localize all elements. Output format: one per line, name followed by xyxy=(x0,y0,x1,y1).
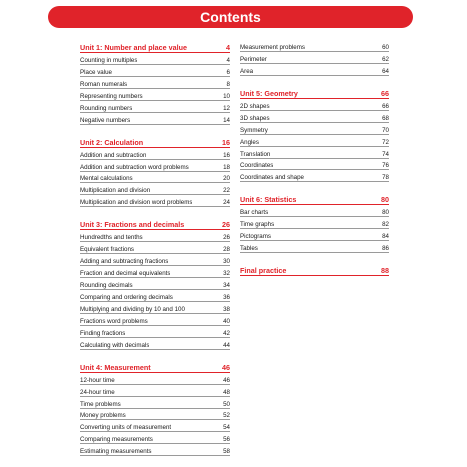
item-label: Hundredths and tenths xyxy=(80,234,143,242)
list-item[interactable] xyxy=(80,432,230,444)
item-page: 50 xyxy=(223,400,230,408)
item-label: Comparing and ordering decimals xyxy=(80,293,173,301)
item-page: 36 xyxy=(223,293,230,301)
list-item[interactable] xyxy=(80,266,230,278)
item-page: 34 xyxy=(223,282,230,289)
list-item[interactable] xyxy=(240,205,389,217)
list-item[interactable] xyxy=(240,170,389,182)
unit-title: Unit 3: Fractions and decimals xyxy=(80,220,185,230)
item-label: Calculating with decimals xyxy=(80,341,150,349)
item-page: 44 xyxy=(223,341,230,349)
unit-heading[interactable] xyxy=(80,217,230,230)
item-page: 12 xyxy=(223,104,230,112)
item-label: Multiplication and division word problems xyxy=(80,199,193,207)
unit-page: 66 xyxy=(381,88,389,98)
item-label: Measurement problems xyxy=(240,43,305,51)
item-page: 56 xyxy=(223,436,230,444)
list-item[interactable] xyxy=(240,64,389,76)
list-item[interactable] xyxy=(80,314,230,326)
unit-2 xyxy=(80,135,230,208)
unit-6 xyxy=(240,192,389,253)
item-label: Multiplying and dividing by 10 and 100 xyxy=(80,305,185,313)
item-label: Fraction and decimal equivalents xyxy=(80,270,171,278)
item-label: Fractions word problems xyxy=(80,317,148,325)
item-label: Estimating measurements xyxy=(80,448,152,456)
unit-4-continued xyxy=(240,40,389,76)
unit-4 xyxy=(80,360,230,457)
item-page: 60 xyxy=(382,43,389,51)
left-column xyxy=(80,40,230,466)
list-item[interactable] xyxy=(240,135,389,147)
item-page: 8 xyxy=(226,80,230,88)
item-page: 16 xyxy=(223,151,230,159)
unit-title: Final practice xyxy=(240,266,287,276)
list-item[interactable] xyxy=(240,217,389,229)
item-label: 3D shapes xyxy=(240,114,270,122)
item-label: Mental calculations xyxy=(80,175,133,183)
list-item[interactable] xyxy=(240,159,389,171)
item-label: Place value xyxy=(80,68,112,76)
item-page: 70 xyxy=(382,126,389,134)
item-page: 68 xyxy=(382,114,389,122)
item-page: 82 xyxy=(382,221,389,229)
unit-page: 46 xyxy=(222,362,230,372)
list-item[interactable] xyxy=(80,302,230,314)
item-page: 76 xyxy=(382,162,389,170)
item-page: 78 xyxy=(382,174,389,182)
item-label: Translation xyxy=(240,150,271,158)
unit-heading[interactable] xyxy=(240,192,389,205)
unit-title: Unit 1: Number and place value xyxy=(80,43,188,52)
unit-page: 26 xyxy=(222,220,230,230)
unit-page: 88 xyxy=(381,266,389,276)
item-page: 54 xyxy=(223,424,230,432)
list-item[interactable] xyxy=(80,195,230,207)
item-label: Rounding numbers xyxy=(80,104,133,112)
list-item[interactable] xyxy=(240,229,389,241)
item-label: Pictograms xyxy=(240,233,271,241)
list-item[interactable] xyxy=(80,53,230,65)
item-page: 42 xyxy=(223,329,230,337)
item-label: Time problems xyxy=(80,400,121,408)
item-label: Bar charts xyxy=(240,209,269,217)
item-page: 72 xyxy=(382,138,389,146)
item-label: 12-hour time xyxy=(80,376,115,384)
list-item[interactable] xyxy=(80,373,230,385)
list-item[interactable] xyxy=(240,52,389,64)
item-page: 58 xyxy=(223,448,230,456)
item-page: 6 xyxy=(226,68,230,76)
item-label: Equivalent fractions xyxy=(80,246,134,254)
list-item[interactable] xyxy=(80,290,230,302)
list-item[interactable] xyxy=(80,326,230,338)
unit-title: Unit 2: Calculation xyxy=(80,137,144,147)
unit-heading[interactable] xyxy=(80,135,230,148)
item-page: 62 xyxy=(382,55,389,63)
list-item[interactable] xyxy=(80,409,230,421)
right-column xyxy=(240,40,389,286)
unit-heading[interactable] xyxy=(240,263,389,276)
item-page: 26 xyxy=(223,234,230,242)
item-label: Adding and subtracting fractions xyxy=(80,258,169,266)
item-label: Counting in multiples xyxy=(80,56,138,64)
item-label: Money problems xyxy=(80,412,126,420)
unit-title: Unit 5: Geometry xyxy=(240,88,298,98)
list-item[interactable] xyxy=(80,89,230,101)
item-page: 24 xyxy=(223,199,230,207)
item-label: Area xyxy=(240,67,254,75)
item-label: Symmetry xyxy=(240,126,268,134)
item-label: Finding fractions xyxy=(80,329,126,337)
item-label: 2D shapes xyxy=(240,102,270,110)
unit-heading[interactable] xyxy=(80,360,230,373)
list-item[interactable] xyxy=(240,147,389,159)
unit-1 xyxy=(80,40,230,125)
unit-title: Unit 4: Measurement xyxy=(80,362,151,372)
unit-5 xyxy=(240,86,389,183)
list-item[interactable] xyxy=(80,101,230,113)
item-label: Converting units of measurement xyxy=(80,424,172,432)
list-item[interactable] xyxy=(80,242,230,254)
item-label: Roman numerals xyxy=(80,80,128,88)
item-page: 18 xyxy=(223,163,230,171)
item-page: 40 xyxy=(223,317,230,325)
list-item[interactable] xyxy=(240,99,389,111)
list-item[interactable] xyxy=(80,148,230,160)
unit-page: 4 xyxy=(226,43,230,52)
list-item[interactable] xyxy=(80,254,230,266)
list-item[interactable] xyxy=(80,172,230,184)
item-page: 20 xyxy=(223,175,230,183)
item-page: 32 xyxy=(223,270,230,278)
item-page: 80 xyxy=(382,209,389,217)
list-item[interactable] xyxy=(240,40,389,52)
list-item[interactable] xyxy=(80,420,230,432)
list-item[interactable] xyxy=(80,65,230,77)
item-label: Perimeter xyxy=(240,55,267,63)
list-item[interactable] xyxy=(240,241,389,253)
list-item[interactable] xyxy=(80,230,230,242)
list-item[interactable] xyxy=(80,338,230,350)
unit-title: Unit 6: Statistics xyxy=(240,195,297,205)
item-label: Coordinates xyxy=(240,162,274,170)
list-item[interactable] xyxy=(80,397,230,409)
contents-banner xyxy=(48,6,413,28)
list-item[interactable] xyxy=(80,278,230,290)
list-item[interactable] xyxy=(80,385,230,397)
item-page: 38 xyxy=(223,305,230,313)
item-label: 24-hour time xyxy=(80,388,115,396)
item-page: 28 xyxy=(223,246,230,254)
unit-page: 80 xyxy=(381,195,389,205)
list-item[interactable] xyxy=(80,183,230,195)
item-page: 52 xyxy=(223,412,230,420)
item-label: Rounding decimals xyxy=(80,282,133,289)
item-page: 14 xyxy=(223,116,230,124)
item-page: 84 xyxy=(382,233,389,241)
item-label: Coordinates and shape xyxy=(240,174,304,182)
page-title: Contents xyxy=(200,9,261,25)
item-label: Negative numbers xyxy=(80,116,131,124)
item-page: 46 xyxy=(223,376,230,384)
final-practice xyxy=(240,263,389,276)
item-page: 66 xyxy=(382,102,389,110)
unit-heading[interactable] xyxy=(80,40,230,53)
item-label: Angles xyxy=(240,138,259,146)
unit-heading[interactable] xyxy=(240,86,389,99)
unit-3 xyxy=(80,217,230,349)
item-label: Tables xyxy=(240,245,258,253)
item-label: Multiplication and division xyxy=(80,187,151,195)
item-label: Time graphs xyxy=(240,221,275,229)
unit-page: 16 xyxy=(222,137,230,147)
item-label: Addition and subtraction word problems xyxy=(80,163,189,171)
list-item[interactable] xyxy=(240,123,389,135)
item-label: Comparing measurements xyxy=(80,436,153,444)
item-page: 74 xyxy=(382,150,389,158)
list-item[interactable] xyxy=(80,160,230,172)
list-item[interactable] xyxy=(240,111,389,123)
item-page: 30 xyxy=(223,258,230,266)
item-page: 86 xyxy=(382,245,389,253)
item-page: 48 xyxy=(223,388,230,396)
list-item[interactable] xyxy=(80,444,230,456)
list-item[interactable] xyxy=(80,113,230,125)
list-item[interactable] xyxy=(80,77,230,89)
item-page: 10 xyxy=(223,92,230,100)
item-label: Addition and subtraction xyxy=(80,151,147,159)
item-page: 4 xyxy=(226,56,230,64)
item-page: 64 xyxy=(382,67,389,75)
item-page: 22 xyxy=(223,187,230,195)
item-label: Representing numbers xyxy=(80,92,143,100)
